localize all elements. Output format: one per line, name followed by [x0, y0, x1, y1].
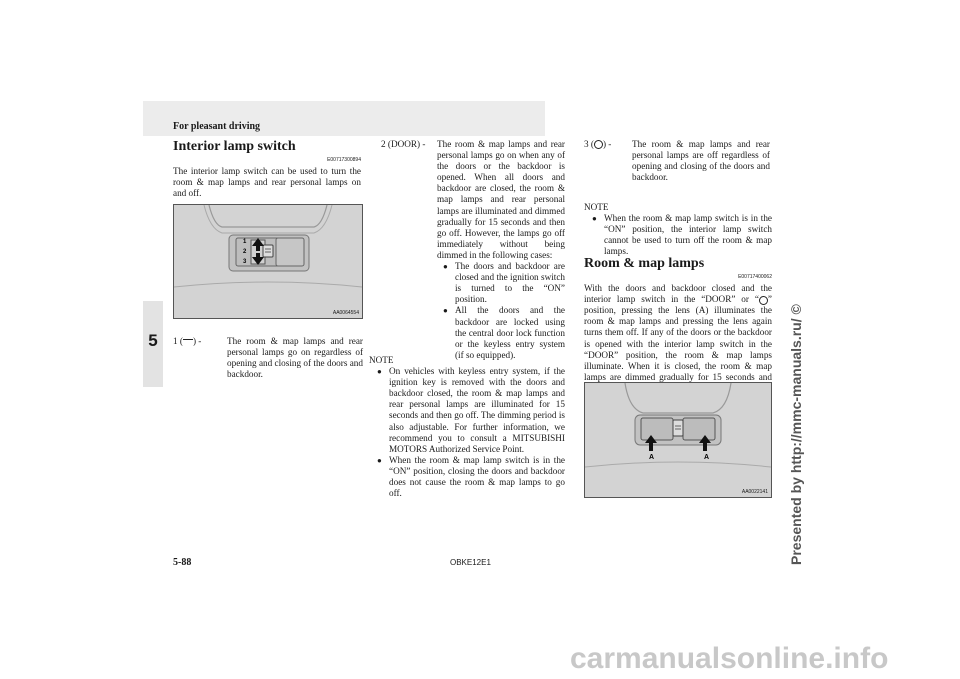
item-1-number: 1 ( ) -: [173, 336, 202, 346]
on-lamp-icon: [183, 339, 193, 345]
label-a: A: [704, 454, 710, 461]
middle-note: [369, 355, 565, 499]
document-code: OBKE12E1: [450, 558, 491, 567]
figure-id: AA0022141: [741, 489, 768, 495]
section-code: E00717400062: [738, 274, 772, 280]
right-note: [584, 202, 772, 257]
brand-watermark: carmanualsonline.info: [570, 642, 889, 675]
room-map-paragraph: With the doors and backdoor closed and the interior lamp switch in the “DOOR” or “ ” position, pressing the lens (A) illuminates the room & map lamps and pressing the lens again turns them off. If any of the doors or the backdoor is opened with the interior lamp switch in the “DOOR” position, the room & map lamps illuminate. When it is closed, the room & map lamps are dimmed gradually for 15 seconds and: [584, 283, 772, 382]
item-2-bullet: ● All the doors and the backdoor are locked using the central door lock function or the keyless entry system (if so equipped).: [443, 305, 565, 360]
figure-lamp-switch: [173, 204, 363, 319]
page-number: 5-88: [173, 557, 192, 568]
item-2-bullet: ● The doors and backdoor are closed and the ignition switch is turned to the “ON” position.: [443, 261, 565, 305]
note-label: NOTE: [369, 355, 394, 365]
left-column: [173, 139, 361, 199]
note-bullet: ● When the room & map lamp switch is in the “ON” position, the interior lamp switch cannot be used to turn off the room & map lamps.: [592, 213, 772, 257]
figure-id: AA0064554: [332, 310, 359, 316]
room-map-lamp-illustration: [585, 383, 771, 497]
item-3-text: The room & map lamps and rear personal lamps are off regardless of opening and closing of the doors and backdoor.: [632, 139, 770, 183]
off-lamp-icon: [759, 296, 768, 305]
label-1: 1: [243, 239, 247, 245]
note-label: NOTE: [584, 202, 609, 212]
chapter-tab: [143, 301, 163, 387]
chapter-number: 5: [148, 331, 158, 350]
note-bullet: ● On vehicles with keyless entry system, if the ignition key is removed with the doors and backdoor closed, the room & map lamps and rear personal lamps are illuminated for 15 seconds and then go off. The dimming period is also adjustable. For further information, we recommend you to consult a MITSUBISHI MOTORS Authorized Service Point.: [377, 366, 565, 455]
room-map-lamps-section: [584, 256, 772, 394]
figure-room-map-lamps: [584, 382, 772, 498]
item-2-number: 2 (DOOR) -: [381, 139, 426, 149]
label-2: 2: [243, 249, 247, 255]
intro-paragraph: The interior lamp switch can be used to turn the room & map lamps and rear personal lamps on and off.: [173, 166, 361, 199]
item-1-text: The room & map lamps and rear personal lamps go on regardless of opening and closing of the doors and backdoor.: [227, 336, 363, 380]
off-lamp-icon: [594, 140, 603, 149]
item-2-block: [437, 139, 565, 361]
heading-interior-lamp-switch: Interior lamp switch: [173, 139, 296, 154]
section-code: E00717300894: [327, 157, 361, 163]
label-a: A: [649, 454, 655, 461]
section-title: For pleasant driving: [173, 121, 261, 132]
lamp-switch-illustration: [174, 205, 362, 318]
heading-room-map-lamps: Room & map lamps: [584, 256, 705, 271]
note-bullet: ● When the room & map lamp switch is in the “ON” position, closing the doors and backdoor does not cause the room & map lamps to go off.: [377, 455, 565, 499]
label-3: 3: [243, 259, 247, 265]
item-3-number: 3 ( ) -: [584, 139, 612, 149]
item-2-text: The room & map lamps and rear personal lamps go on when any of the doors or the backdoor is opened. When all doors and backdoor are closed, the room & map lamps and rear personal lamps are illuminated and dimmed gradually for 15 seconds and then go off. However, the lamps go off immediately without being dimmed in the following cases:: [437, 139, 565, 260]
